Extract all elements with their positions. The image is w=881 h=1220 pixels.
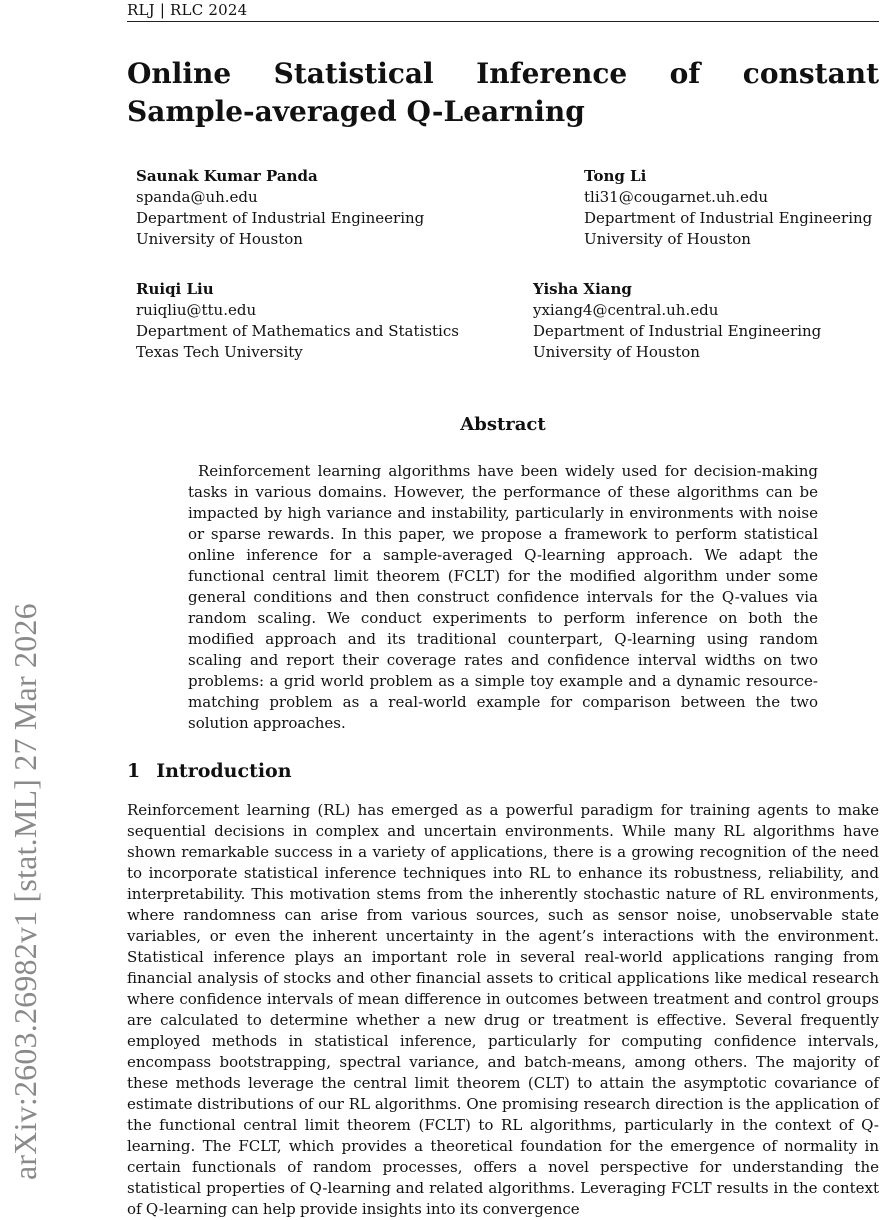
section-heading	[127, 758, 292, 784]
author-institution: University of Houston	[136, 230, 303, 248]
arxiv-identifier-stamp: arXiv:2603.26982v1 [stat.ML] 27 Mar 2026	[7, 603, 43, 1180]
author-department: Department of Industrial Engineering	[533, 322, 822, 340]
author-department: Department of Industrial Engineering	[584, 209, 873, 227]
author-institution: University of Houston	[584, 230, 751, 248]
section-title: Introduction	[156, 760, 292, 782]
author-email: yxiang4@central.uh.edu	[533, 301, 719, 319]
running-head: RLJ | RLC 2024	[127, 1, 248, 19]
author-institution: University of Houston	[533, 343, 700, 361]
introduction-text: Reinforcement learning (RL) has emerged as a powerful paradigm for training agents to make sequential decisions in complex and uncertain environments. While many RL algorithms have shown remarkable success in a variety of applications, there is a growing recognition of the need to incorporate statistical inference techniques into RL to enhance its robustness, reliability, and interpretability. This motivation stems from the inherently stochastic nature of RL environments, where randomness can arise from various sources, such as sensor noise, unobservable state variables, or even the inherent uncertainty in the agent’s interactions with the environment. Statistical inference plays an important role in several real-world applications ranging from financial analysis of stocks and other financial assets to critical applications like medical research where confidence intervals of mean difference in outcomes between treatment and control groups are calculated to determine whether a new drug or treatment is effective. Several frequently employed methods in statistical inference, particularly for computing confidence intervals, encompass bootstrapping, spectral variance, and batch-means, among others. The majority of these methods leverage the central limit theorem (CLT) to attain the asymptotic covariance of estimate distributions of our RL algorithms. One promising research direction is the application of the functional central limit theorem (FCLT) to RL algorithms, particularly in the context of Q-learning. The FCLT, which provides a theoretical foundation for the emergence of normality in certain functionals of random processes, offers a novel perspective for understanding the statistical properties of Q-learning and related algorithms. Leveraging FCLT results in the context of Q-learning can help provide insights into its convergence	[127, 801, 879, 1218]
section-number: 1	[127, 760, 141, 782]
abstract-text: Reinforcement learning algorithms have been widely used for decision-making tasks in various domains. However, the performance of these algorithms can be impacted by high variance and instability, particularly in environments with noise or sparse rewards. In this paper, we propose a framework to perform statistical online inference for a sample-averaged Q-learning approach. We adapt the functional central limit theorem (FCLT) for the modified algorithm under some general conditions and then construct confidence intervals for the Q-values via random scaling. We conduct experiments to perform inference on both the modified approach and its traditional counterpart, Q-learning using random scaling and report their coverage rates and confidence interval widths on two problems: a grid world problem as a simple toy example and a dynamic resource-matching problem as a real-world example for comparison between the two solution approaches.	[188, 462, 818, 732]
author-block	[533, 279, 821, 363]
author-institution: Texas Tech University	[136, 343, 303, 361]
author-name: Ruiqi Liu	[136, 280, 214, 298]
author-block	[584, 166, 872, 250]
author-name: Saunak Kumar Panda	[136, 167, 318, 185]
abstract-heading: Abstract	[460, 414, 546, 435]
author-name: Yisha Xiang	[533, 280, 632, 298]
author-email: tli31@cougarnet.uh.edu	[584, 188, 769, 206]
author-block	[136, 279, 459, 363]
header-rule	[127, 21, 879, 22]
author-department: Department of Mathematics and Statistics	[136, 322, 459, 340]
author-name: Tong Li	[584, 167, 647, 185]
author-email: ruiqliu@ttu.edu	[136, 301, 257, 319]
author-email: spanda@uh.edu	[136, 188, 258, 206]
author-department: Department of Industrial Engineering	[136, 209, 425, 227]
author-block	[136, 166, 424, 250]
paper-title: Online Statistical Inference of constant Sample-averaged Q-Learning	[127, 57, 879, 128]
